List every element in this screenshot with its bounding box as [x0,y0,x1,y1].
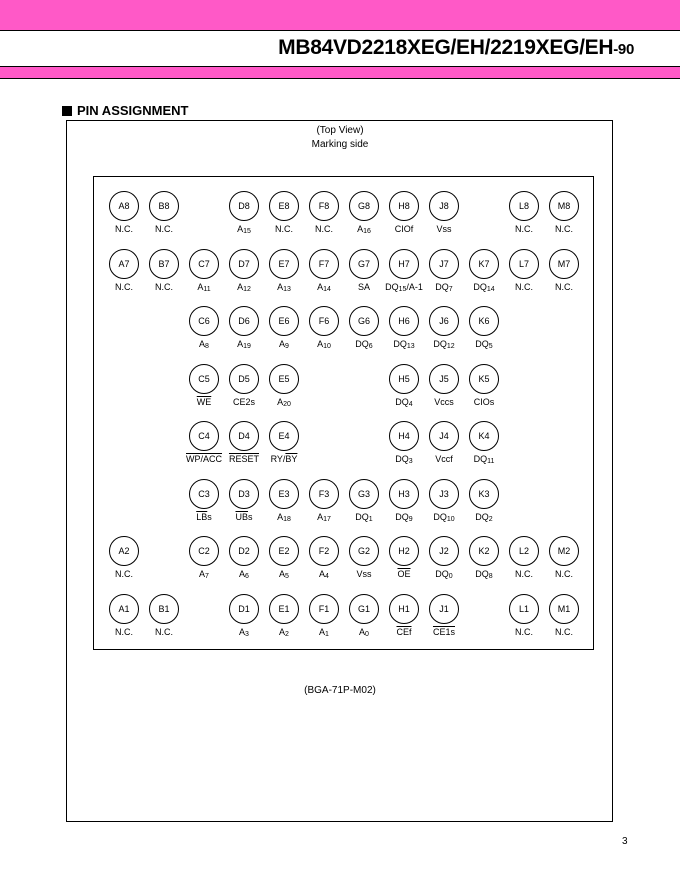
ball-g8: G8 [349,191,379,221]
signal-text: N.C. [155,281,173,292]
signal-text: N.C. [115,224,133,234]
package-code: (BGA-71P-M02) [304,685,376,696]
signal-text: 0 [365,630,369,638]
signal-text: 7 [448,285,453,293]
signal-text: 4 [408,400,413,408]
signal-text: 13 [406,343,415,350]
signal-text: 7 [205,573,209,580]
signal-label-b8 [134,224,194,235]
signal-text: s [248,511,253,522]
ball-m8: M8 [549,191,579,221]
ball-j1: J1 [429,594,459,624]
signal-label-k5 [454,397,514,408]
signal-text: DQ [473,454,488,464]
ball-e6: E6 [269,306,299,336]
signal-text: 10 [446,515,455,523]
signal-text: 13 [283,285,291,293]
signal-text: N.C. [555,626,573,637]
ball-a2: A2 [109,536,139,566]
ball-h6: H6 [389,306,419,336]
signal-text: DQ [393,339,407,349]
signal-text: 5 [285,573,289,580]
ball-d5: D5 [229,364,259,394]
section-heading [62,103,188,118]
ball-k6: K6 [469,306,499,336]
ball-m7: M7 [549,249,579,279]
ball-d7: D7 [229,249,259,279]
signal-text: A [277,281,284,292]
signal-label-k4 [454,454,514,466]
signal-text: RY/ [270,454,286,464]
signal-text: A [239,569,246,579]
signal-text: $\overline{LB}$ [196,511,208,522]
ball-c2: C2 [189,536,219,566]
ball-h8: H8 [389,191,419,221]
ball-c3: C3 [189,479,219,509]
ball-f6: F6 [309,306,339,336]
ball-c7: C7 [189,249,219,279]
ball-e2: E2 [269,536,299,566]
signal-text: 18 [283,515,291,523]
signal-text: 6 [368,343,373,350]
ball-j8: J8 [429,191,459,221]
marking-side-label: Marking side [311,139,369,150]
signal-text: 2 [488,515,493,523]
signal-text: DQ [435,569,449,579]
signal-text: A [359,626,366,637]
signal-text: A [357,224,364,234]
ball-d1: D1 [229,594,259,624]
ball-j4: J4 [429,421,459,451]
signal-text: 11 [487,458,495,465]
ball-b7: B7 [149,249,179,279]
signal-text: DQ [475,339,489,349]
signal-text: A [237,224,244,234]
signal-text: Vss [356,569,372,579]
signal-text: A [319,569,326,579]
ball-k4: K4 [469,421,499,451]
ball-b1: B1 [149,594,179,624]
ball-d3: D3 [229,479,259,509]
ball-l1: L1 [509,594,539,624]
signal-text: 4 [325,573,329,580]
signal-text: $\overline{WE}$ [196,396,212,407]
ball-h4: H4 [389,421,419,451]
signal-text: N.C. [555,281,573,292]
ball-k3: K3 [469,479,499,509]
signal-label-m7 [534,282,594,293]
ball-j3: J3 [429,479,459,509]
signal-text: DQ [385,281,399,292]
signal-text: A [197,281,204,292]
document-title-suffix: -90 [613,41,634,58]
signal-label-j1 [414,627,474,638]
signal-text: CE2s [232,396,255,407]
signal-label-m2 [534,569,594,580]
signal-text: Vss [436,224,452,234]
signal-text: 0 [448,573,453,580]
ball-l2: L2 [509,536,539,566]
ball-h1: H1 [389,594,419,624]
signal-text: CE1s [432,626,455,637]
signal-text: DQ [433,511,447,522]
ball-d6: D6 [229,306,259,336]
ball-e3: E3 [269,479,299,509]
signal-text: $\overline{CEf}$ [396,626,412,637]
ball-g7: G7 [349,249,379,279]
signal-text: N.C. [315,224,333,234]
signal-text: DQ [433,339,447,349]
ball-m1: M1 [549,594,579,624]
signal-text: A [277,511,284,522]
ball-c6: C6 [189,306,219,336]
signal-label-m8 [534,224,594,235]
ball-a8: A8 [109,191,139,221]
signal-text: 14 [486,285,495,293]
signal-text: N.C. [515,281,533,292]
signal-text: DQ [355,511,369,522]
ball-g3: G3 [349,479,379,509]
view-label: (Top View) [316,125,364,136]
header-band-bottom [0,66,680,79]
signal-text: 8 [488,573,493,580]
signal-text: A [279,339,286,349]
ball-e8: E8 [269,191,299,221]
signal-text: A [237,339,244,349]
signal-label-k3 [454,512,514,524]
signal-text: A [239,626,246,637]
signal-text: DQ [475,569,489,579]
signal-text: N.C. [515,569,533,579]
signal-text: 17 [323,515,331,523]
signal-text: DQ [395,396,409,407]
signal-text: 9 [285,343,289,350]
signal-text: CIOf [394,224,414,234]
ball-k7: K7 [469,249,499,279]
ball-e4: E4 [269,421,299,451]
ball-e7: E7 [269,249,299,279]
signal-label-m1 [534,627,594,638]
signal-text: 11 [203,285,211,293]
signal-text: 19 [243,343,251,350]
ball-g2: G2 [349,536,379,566]
signal-text: 9 [408,515,413,523]
signal-text: A [279,569,286,579]
ball-a7: A7 [109,249,139,279]
ball-f3: F3 [309,479,339,509]
signal-text: N.C. [275,224,293,234]
ball-h5: H5 [389,364,419,394]
ball-e5: E5 [269,364,299,394]
ball-f8: F8 [309,191,339,221]
header-band-top [0,0,680,31]
signal-text: 5 [488,343,493,350]
ball-c5: C5 [189,364,219,394]
ball-j6: J6 [429,306,459,336]
signal-text: 1 [325,630,329,638]
signal-label-j8 [414,224,474,235]
signal-text: s [207,511,212,522]
signal-text: 6 [245,573,249,580]
signal-text: N.C. [555,569,573,579]
ball-l7: L7 [509,249,539,279]
ball-h2: H2 [389,536,419,566]
signal-text: A [317,281,324,292]
signal-label-e5 [254,397,314,409]
signal-text: N.C. [555,224,573,234]
signal-text: /A-1 [406,281,423,292]
signal-text: $\overline{UB}$ [235,511,248,522]
ball-c4: C4 [189,421,219,451]
ball-j5: J5 [429,364,459,394]
signal-text: 20 [283,400,291,408]
signal-text: N.C. [515,224,533,234]
signal-text: 15 [398,285,407,293]
page-number: 3 [622,836,628,847]
signal-text: A [279,626,286,637]
ball-k2: K2 [469,536,499,566]
ball-m2: M2 [549,536,579,566]
ball-f7: F7 [309,249,339,279]
signal-text: RESET [228,454,259,464]
ball-a1: A1 [109,594,139,624]
ball-g6: G6 [349,306,379,336]
ball-e1: E1 [269,594,299,624]
signal-text: WP/ACC [186,454,222,464]
ball-d8: D8 [229,191,259,221]
signal-text: 2 [285,630,289,638]
signal-text: A [199,339,206,349]
ball-d2: D2 [229,536,259,566]
signal-label-k6 [454,339,514,351]
signal-text: N.C. [515,626,533,637]
section-title: PIN ASSIGNMENT [77,103,189,118]
ball-d4: D4 [229,421,259,451]
signal-text: N.C. [115,569,133,579]
document-title-main: MB84VD2218XEG/EH/2219XEG/EH [278,36,614,59]
ball-h7: H7 [389,249,419,279]
signal-text: DQ [395,454,409,464]
signal-text: A [277,396,284,407]
ball-h3: H3 [389,479,419,509]
signal-label-e4 [254,454,314,465]
ball-f2: F2 [309,536,339,566]
signal-text: 15 [243,228,251,235]
signal-text: Vccf [435,454,453,464]
signal-text: 3 [245,630,249,638]
signal-text: DQ [435,281,449,292]
signal-text: A [237,281,244,292]
signal-text: 12 [446,343,455,350]
signal-text: $\overline{OE}$ [397,569,411,579]
signal-text: A [317,339,324,349]
signal-label-a2 [94,569,154,580]
signal-text: N.C. [115,626,133,637]
signal-text: 8 [205,343,209,350]
signal-text: 1 [368,515,373,523]
ball-b8: B8 [149,191,179,221]
signal-text: DQ [475,511,489,522]
document-title [278,36,634,60]
square-bullet-icon [62,106,72,116]
signal-text: SA [357,281,370,292]
signal-text: N.C. [155,626,173,637]
signal-text: 10 [323,343,331,350]
signal-text: N.C. [115,281,133,292]
signal-text: 3 [408,458,413,465]
signal-text: 16 [363,228,371,235]
signal-text: Vccs [434,396,454,407]
signal-text: 12 [243,285,251,293]
signal-text: 14 [323,285,331,293]
ball-k5: K5 [469,364,499,394]
signal-text: DQ [473,281,487,292]
signal-text: A [319,626,326,637]
signal-label-b1 [134,627,194,638]
ball-g1: G1 [349,594,379,624]
signal-text: DQ [395,511,409,522]
signal-text: A [199,569,206,579]
signal-text: N.C. [155,224,173,234]
ball-f1: F1 [309,594,339,624]
ball-j2: J2 [429,536,459,566]
ball-j7: J7 [429,249,459,279]
signal-text: $\overline{BY}$ [285,454,298,464]
signal-text: DQ [355,339,369,349]
signal-text: CIOs [473,396,495,407]
ball-l8: L8 [509,191,539,221]
signal-text: A [317,511,324,522]
